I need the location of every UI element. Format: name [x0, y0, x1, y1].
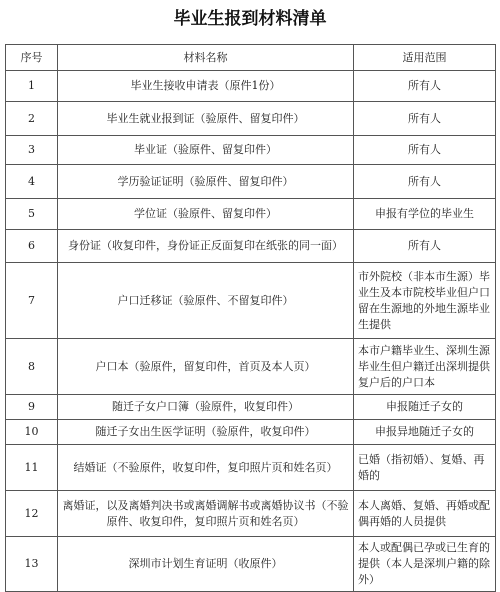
- row-scope: 所有人: [354, 136, 496, 165]
- table-row: [6, 491, 496, 537]
- table-row: [6, 339, 496, 395]
- table-row: [6, 537, 496, 592]
- table-row: [6, 395, 496, 420]
- table-row: [6, 263, 496, 339]
- row-scope: 所有人: [354, 230, 496, 263]
- table-row: [6, 230, 496, 263]
- row-name: 毕业生接收申请表（原件1份）: [58, 71, 354, 102]
- row-scope: 已婚（指初婚）、复婚、再婚的: [354, 445, 496, 491]
- table-row: [6, 199, 496, 230]
- row-no: 10: [6, 420, 58, 445]
- materials-table: [5, 44, 496, 592]
- header-scope: 适用范围: [354, 45, 496, 71]
- row-scope: 本人或配偶已孕或已生育的提供（本人是深圳户籍的除外）: [354, 537, 496, 592]
- row-no: 7: [6, 263, 58, 339]
- table-row: [6, 165, 496, 199]
- row-scope: 本市户籍毕业生、深圳生源毕业生但户籍迁出深圳提供复户后的户口本: [354, 339, 496, 395]
- row-name: 随迁子女出生医学证明（验原件，收复印件）: [58, 420, 354, 445]
- row-no: 11: [6, 445, 58, 491]
- row-no: 9: [6, 395, 58, 420]
- page-title: 毕业生报到材料清单: [173, 9, 327, 29]
- row-scope: 所有人: [354, 165, 496, 199]
- row-name: 户口本（验原件，留复印件，首页及本人页）: [58, 339, 354, 395]
- header-no: 序号: [6, 45, 58, 71]
- row-name: 结婚证（不验原件，收复印件，复印照片页和姓名页）: [58, 445, 354, 491]
- row-no: 6: [6, 230, 58, 263]
- row-no: 12: [6, 491, 58, 537]
- row-no: 1: [6, 71, 58, 102]
- row-scope: 所有人: [354, 102, 496, 136]
- row-name: 离婚证，以及离婚判决书或离婚调解书或离婚协议书（不验原件、收复印件，复印照片页和姓名页）: [58, 491, 354, 537]
- row-name: 身份证（收复印件，身份证正反面复印在纸张的同一面）: [58, 230, 354, 263]
- row-scope: 市外院校（非本市生源）毕业生及本市院校毕业但户口留在生源地的外地生源毕业生提供: [354, 263, 496, 339]
- row-no: 2: [6, 102, 58, 136]
- row-no: 5: [6, 199, 58, 230]
- table-row: [6, 445, 496, 491]
- row-name: 毕业证（验原件、留复印件）: [58, 136, 354, 165]
- row-no: 3: [6, 136, 58, 165]
- row-name: 学位证（验原件、留复印件）: [58, 199, 354, 230]
- row-scope: 申报有学位的毕业生: [354, 199, 496, 230]
- row-name: 毕业生就业报到证（验原件、留复印件）: [58, 102, 354, 136]
- table-row: [6, 420, 496, 445]
- row-scope: 申报随迁子女的: [354, 395, 496, 420]
- row-name: 户口迁移证（验原件、不留复印件）: [58, 263, 354, 339]
- row-name: 深圳市计划生育证明（收原件）: [58, 537, 354, 592]
- row-scope: 所有人: [354, 71, 496, 102]
- table-row: [6, 102, 496, 136]
- row-name: 随迁子女户口簿（验原件，收复印件）: [58, 395, 354, 420]
- table-row: [6, 71, 496, 102]
- row-no: 13: [6, 537, 58, 592]
- row-no: 8: [6, 339, 58, 395]
- row-scope: 本人离婚、复婚、再婚或配偶再婚的人员提供: [354, 491, 496, 537]
- table-row: [6, 136, 496, 165]
- header-name: 材料名称: [58, 45, 354, 71]
- row-name: 学历验证证明（验原件、留复印件）: [58, 165, 354, 199]
- table-header-row: [6, 45, 496, 71]
- row-no: 4: [6, 165, 58, 199]
- row-scope: 申报异地随迁子女的: [354, 420, 496, 445]
